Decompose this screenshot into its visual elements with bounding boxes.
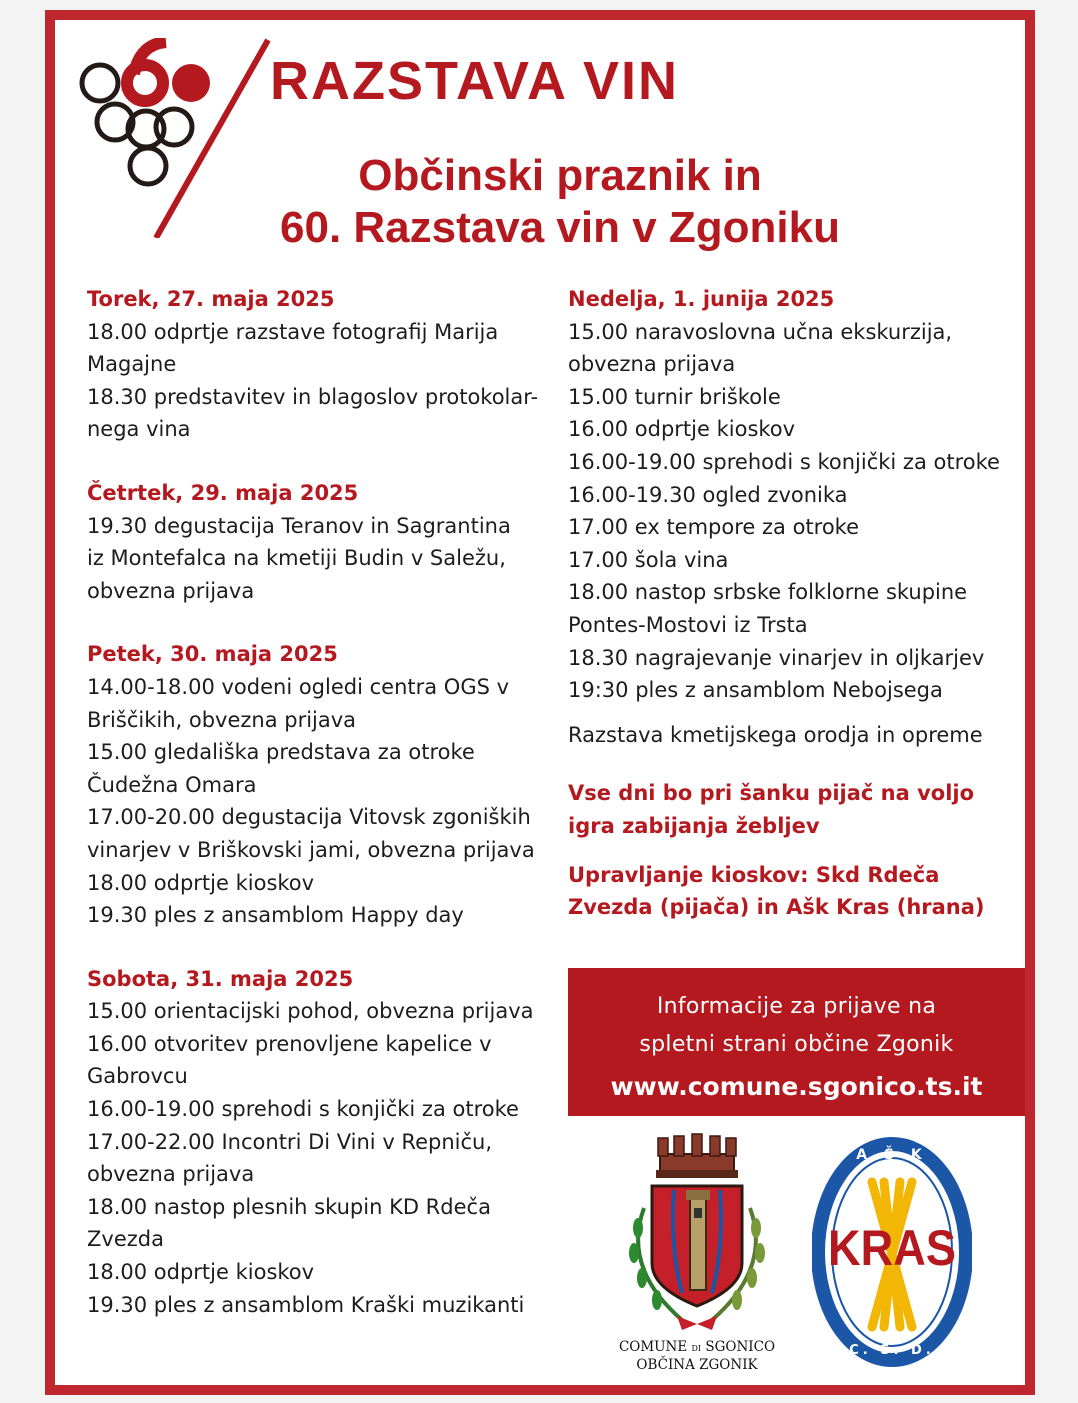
page-title [200, 150, 920, 254]
schedule-item: 17.00 ex tempore za otroke [568, 515, 860, 540]
day-heading: Nedelja, 1. junija 2025 [568, 287, 835, 311]
day-block-sunday [568, 283, 1008, 707]
schedule-item: 15.00 orientacijski pohod, obvezna prijava [87, 999, 534, 1024]
day-heading: Sobota, 31. maja 2025 [87, 966, 354, 991]
crest-caption-obcina: OBČINA ZGONIK [636, 1357, 758, 1373]
schedule-item: 18.00 odprtje kioskov [87, 870, 315, 895]
schedule-item: 16.00-19.00 sprehodi s konjički za otroke [87, 1097, 519, 1122]
schedule-item: 15.00 gledališka predstava za otroke Čudežna Omara [87, 740, 475, 797]
day-block-tuesday [87, 283, 547, 446]
registration-info-box [568, 968, 1025, 1116]
schedule-item: 19:30 ples z ansamblom Nebojsega [568, 678, 943, 703]
crest-caption-di: DI [691, 1344, 702, 1353]
website-link[interactable]: www.comune.sgonico.ts.it [610, 1072, 983, 1101]
schedule-item: 19.30 degustacija Teranov in Sagrantina iz Montefalca na kmetiji Budin v Saležu, obvezna prijava [87, 513, 511, 603]
schedule-item: 16.00-19.00 sprehodi s konjički za otroke [568, 449, 1000, 474]
grape-circle [82, 65, 118, 101]
ask-kras-top-letters: A Š K [856, 1147, 928, 1163]
schedule-item: 16.00 otvoritev prenovljene kapelice v Gabrovcu [87, 1031, 492, 1089]
ask-kras-bottom-letters: C. S. D. [849, 1343, 935, 1358]
schedule-item: 18.30 nagrajevanje vinarjev in oljkarjev [568, 645, 985, 670]
schedule-item: 14.00-18.00 vodeni ogledi centra OGS v Briščikih, obvezna prijava [87, 674, 510, 732]
schedule-item: 15.00 naravoslovna učna ekskurzija, obvezna prijava [568, 319, 953, 377]
grape-circle-0 [172, 64, 210, 102]
grape-circle [130, 148, 166, 184]
schedule-item: 19.30 ples z ansamblom Kraški muzikanti [87, 1292, 525, 1317]
crest-caption-comune: COMUNE [618, 1339, 688, 1355]
day-block-saturday [87, 963, 547, 1322]
schedule-item: 17.00-20.00 degustacija Vitovsk zgoniških vinarjev v Briškovski jami, obvezna prijava [87, 805, 535, 862]
schedule-item: 16.00 odprtje kioskov [568, 417, 796, 442]
crest-caption-sgonico: SGONICO [705, 1339, 776, 1355]
schedule-item: 19.30 ples z ansamblom Happy day [87, 903, 464, 928]
ask-kras-logo [812, 1137, 972, 1371]
schedule-item: 18.00 nastop plesnih skupin KD Rdeča Zvezda [87, 1194, 491, 1252]
info-line-2: spletni strani občine Zgonik [639, 1032, 954, 1057]
day-heading: Četrtek, 29. maja 2025 [87, 480, 359, 505]
municipal-coat-of-arms-icon [612, 1128, 782, 1333]
day-block-friday [87, 638, 547, 931]
municipal-crest [612, 1128, 782, 1374]
schedule-item: 17.00 šola vina [568, 547, 729, 572]
info-line-1: Informacije za prijave na [656, 994, 937, 1019]
schedule-item: 18.00 odprtje kioskov [87, 1260, 315, 1285]
schedule-item: 18.30 predstavitev in blagoslov protokolar- nega vina [87, 384, 539, 442]
day-block-thursday [87, 477, 547, 607]
schedule-left-column [87, 283, 547, 1352]
schedule-item: 17.00-22.00 Incontri Di Vini v Repniču, obvezna prijava [87, 1129, 492, 1187]
day-heading: Petek, 30. maja 2025 [87, 642, 338, 667]
kiosk-management-note: Upravljanje kioskov: Skd Rdeča Zvezda (pijača) in Ašk Kras (hrana) [568, 862, 985, 920]
day-heading: Torek, 27. maja 2025 [87, 287, 335, 311]
title-line-1: Občinski praznik in [358, 151, 762, 200]
schedule-item: 16.00-19.30 ogled zvonika [568, 482, 848, 507]
banner-title: RAZSTAVA VIN [270, 51, 679, 111]
crest-caption [612, 1339, 782, 1374]
schedule-item: 15.00 turnir briškole [568, 384, 781, 409]
schedule-item: 18.00 nastop srbske folklorne skupine Pontes-Mostovi iz Trsta [568, 580, 968, 637]
ask-kras-center-text: KRAS [828, 1220, 956, 1276]
schedule-right-column [568, 283, 1008, 924]
title-line-2: 60. Razstava vin v Zgoniku [280, 203, 840, 252]
exhibition-note: Razstava kmetijskega orodja in opreme [568, 722, 983, 747]
bar-game-note: Vse dni bo pri šanku pijač na voljo igra zabijanja žebljev [568, 781, 975, 838]
schedule-item: 18.00 odprtje razstave fotografij Marija Magajne [87, 319, 499, 377]
ask-kras-club-emblem-icon [812, 1137, 972, 1367]
